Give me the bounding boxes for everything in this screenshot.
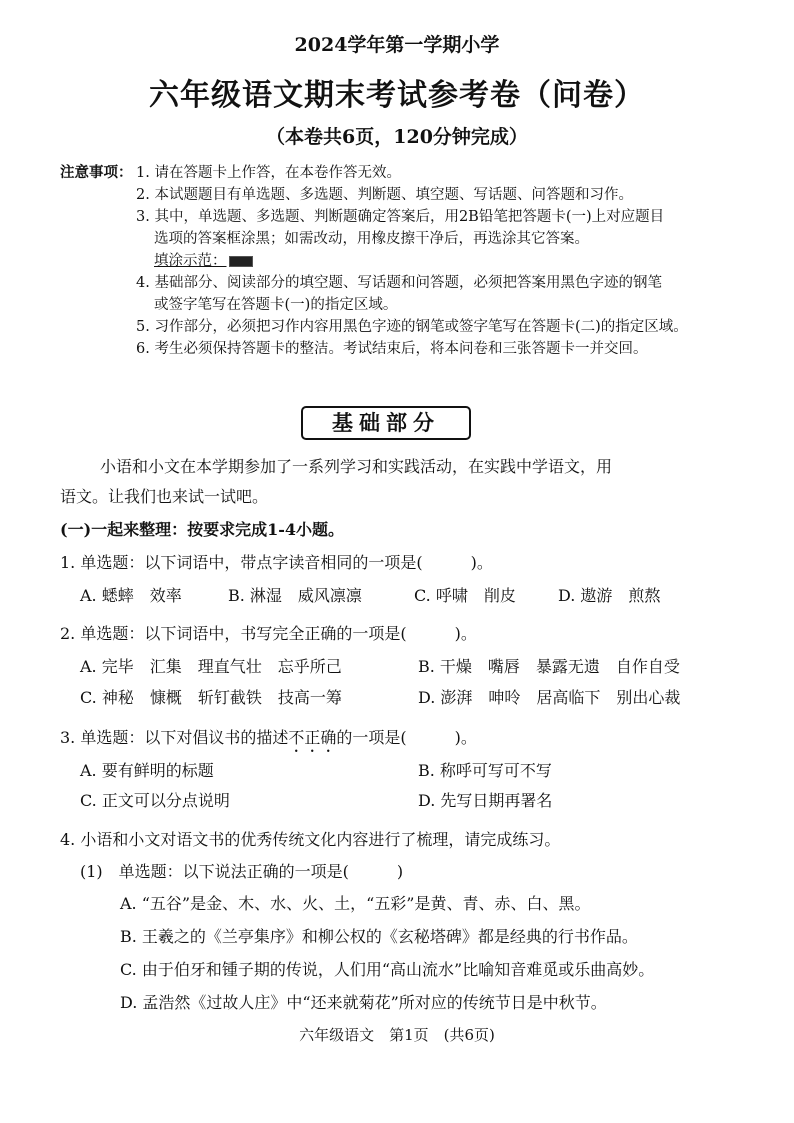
note-item: 4. 基础部分、阅读部分的填空题、写话题和问答题，必须把答案用黑色字迹的钢笔	[136, 275, 662, 291]
q3-stem	[60, 726, 477, 756]
fill-demo-label: 填涂示范：	[154, 253, 227, 269]
q2-option-c: C. 神秘 慷概 斩钉截铁 技高一筹	[80, 688, 342, 707]
q3-emphasis: 不正确	[288, 728, 337, 747]
q2-option-d: D. 澎湃 呻呤 居高临下 别出心裁	[418, 688, 681, 707]
q3-option-a: A. 要有鲜明的标题	[80, 761, 214, 780]
q4-option-c: C. 由于伯牙和锺子期的传说，人们用“高山流水”比喻知音难觅或乐曲高妙。	[120, 960, 655, 979]
q2-option-b: B. 干燥 嘴唇 暴露无遗 自作自受	[418, 657, 680, 676]
q4-option-a: A. “五谷”是金、木、水、火、土，“五彩”是黄、青、赤、白、黑。	[120, 894, 591, 913]
note-item: 3. 其中，单选题、多选题、判断题确定答案后，用2B铅笔把答题卡(一)上对应题目	[136, 209, 665, 225]
q2-option-a: A. 完毕 汇集 理直气壮 忘乎所己	[80, 657, 342, 676]
q3-option-b: B. 称呼可写可不写	[418, 761, 552, 780]
q3-stem-part: 3. 单选题：以下对倡议书的描述	[60, 728, 289, 747]
note-item: 或签字笔写在答题卡(一)的指定区域。	[154, 297, 398, 313]
notes-label: 注意事项：	[60, 164, 133, 181]
q4-stem: 4. 小语和小文对语文书的优秀传统文化内容进行了梳理，请完成练习。	[60, 830, 561, 849]
filled-box-icon	[229, 256, 253, 267]
q3-option-c: C. 正文可以分点说明	[80, 791, 230, 810]
q1-option-a: A. 蟋蟀 效率	[80, 586, 182, 605]
exam-year-line: 2024学年第一学期小学	[294, 34, 500, 56]
page-footer: 六年级语文 第1页 (共6页)	[299, 1026, 495, 1044]
note-item: 5. 习作部分，必须把习作内容用黑色字迹的钢笔或签字笔写在答题卡(二)的指定区域。	[136, 319, 688, 335]
intro-line: 小语和小文在本学期参加了一系列学习和实践活动，在实践中学语文，用	[100, 457, 613, 476]
exam-subtitle: （本卷共6页，120分钟完成）	[266, 126, 528, 148]
section-title-basics: 基础部分	[301, 406, 471, 440]
q4-option-b: B. 王羲之的《兰亭集序》和柳公权的《玄秘塔碑》都是经典的行书作品。	[120, 927, 638, 946]
intro-line: 语文。让我们也来试一试吧。	[60, 487, 269, 506]
q4-sub1-stem: (1) 单选题：以下说法正确的一项是( )	[80, 862, 404, 881]
note-item: 选项的答案框涂黑；如需改动，用橡皮擦干净后，再选涂其它答案。	[154, 231, 589, 247]
part1-heading: (一)一起来整理：按要求完成1-4小题。	[60, 520, 345, 539]
intro-paragraph	[60, 452, 740, 512]
exam-title: 六年级语文期末考试参考卷（问卷）	[149, 78, 645, 113]
note-item: 2. 本试题题目有单选题、多选题、判断题、填空题、写话题、问答题和习作。	[136, 187, 633, 203]
q1-option-b: B. 淋湿 威风凛凛	[228, 586, 362, 605]
note-item: 6. 考生必须保持答题卡的整洁。考试结束后，将本问卷和三张答题卡一并交回。	[136, 341, 648, 357]
q1-option-c: C. 呼啸 削皮	[414, 586, 516, 605]
q1-stem: 1. 单选题：以下词语中，带点字读音相同的一项是( )。	[60, 553, 493, 572]
note-item: 1. 请在答题卡上作答，在本卷作答无效。	[136, 165, 401, 181]
q3-option-d: D. 先写日期再署名	[418, 791, 553, 810]
q2-stem: 2. 单选题：以下词语中，书写完全正确的一项是( )。	[60, 624, 477, 643]
q4-option-d: D. 孟浩然《过故人庄》中“还来就菊花”所对应的传统节日是中秋节。	[120, 993, 607, 1012]
q3-stem-part: 的一项是( )。	[336, 728, 477, 747]
q1-option-d: D. 遨游 煎熬	[558, 586, 661, 605]
fill-demo	[136, 250, 776, 272]
